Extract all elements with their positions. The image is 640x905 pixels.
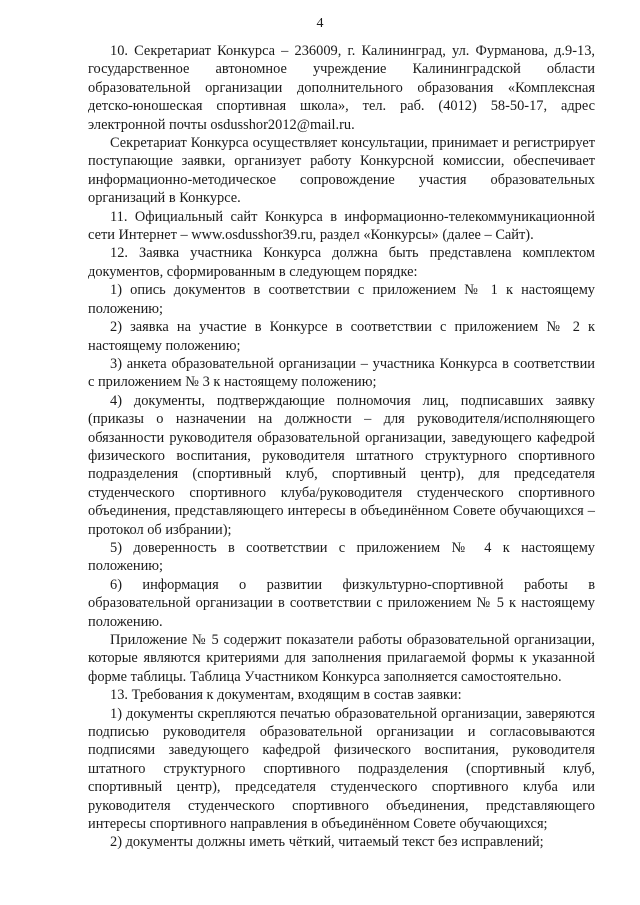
list-item-inventory: 1) опись документов в соответствии с приложением № 1 к настоящему положению;: [88, 282, 595, 317]
paragraph-application-set: 12. Заявка участника Конкурса должна быть представлена комплектом документов, сформированным в следующем порядке:: [88, 245, 595, 280]
document-body: [88, 42, 595, 852]
list-item-seal-signatures: 1) документы скрепляются печатью образовательной организации, заверяются подписью руководителя образовательной организации и согласовываются подписями заведующего кафедрой физического воспитания, руководителя штатного структурного спортивного подразделения (спортивный клуб, спортивный центр), председателя студенческого спортивного клуба или руководителя студенческого спортивного объединения, представляющего интересы спортивного направления в объединённом Совете обучающихся;: [88, 705, 595, 833]
list-item-application: 2) заявка на участие в Конкурсе в соответствии с приложением № 2 к настоящему положению;: [88, 319, 595, 354]
paragraph-secretariat-duties: Секретариат Конкурса осуществляет консультации, принимает и регистрирует поступающие заявки, организует работу Конкурсной комиссии, обеспечивает информационно-методическое сопровождение участия образовательных организаций в Конкурсе.: [88, 135, 595, 207]
list-item-questionnaire: 3) анкета образовательной организации – участника Конкурса в соответствии с приложением № 3 к настоящему положению;: [88, 355, 595, 391]
paragraph-secretariat-address: 10. Секретариат Конкурса – 236009, г. Калининград, ул. Фурманова, д.9-13, государственное автономное учреждение Калининградской области образовательной организации дополнительного образования «Комплексная детско-юношеская спортивная школа», тел. раб. (4012) 58-50-17, адрес электронной почты osdusshor2012@mail.ru.: [88, 43, 595, 133]
paragraph-document-requirements: 13. Требования к документам, входящим в состав заявки:: [110, 687, 462, 704]
list-item-readable-text: 2) документы должны иметь чёткий, читаемый текст без исправлений;: [110, 834, 544, 851]
list-item-power-of-attorney: 5) доверенность в соответствии с приложением № 4 к настоящему положению;: [88, 539, 595, 575]
list-item-sports-info: 6) информация о развитии физкультурно-спортивной работы в образовательной организации в соответствии с приложением № 5 к настоящему положению.: [88, 576, 595, 630]
paragraph-appendix-5: Приложение № 5 содержит показатели работы образовательной организации, которые являются критериями для заполнения прилагаемой формы к указанной форме таблицы. Таблица Участником Конкурса заполняется самостоятельно.: [88, 632, 595, 685]
page-number: 4: [316, 16, 324, 31]
list-item-authority-documents: 4) документы, подтверждающие полномочия лиц, подписавших заявку (приказы о назначении на должности – для руководителя/исполняющего обязанности руководителя образовательной организации, заведующего кафедрой физического воспитания, руководителя штатного структурного спортивного подразделения (спортивный клуб, спортивный центр), для председателя студенческого спортивного клуба/руководителя студенческого спортивного объединения, представляющего интересы в объединённом Совете обучающихся – протокол об избрании);: [88, 392, 595, 538]
paragraph-official-site: 11. Официальный сайт Конкурса в информационно-телекоммуникационной сети Интернет – www.osdusshor39.ru, раздел «Конкурсы» (далее – Сайт).: [88, 208, 595, 244]
